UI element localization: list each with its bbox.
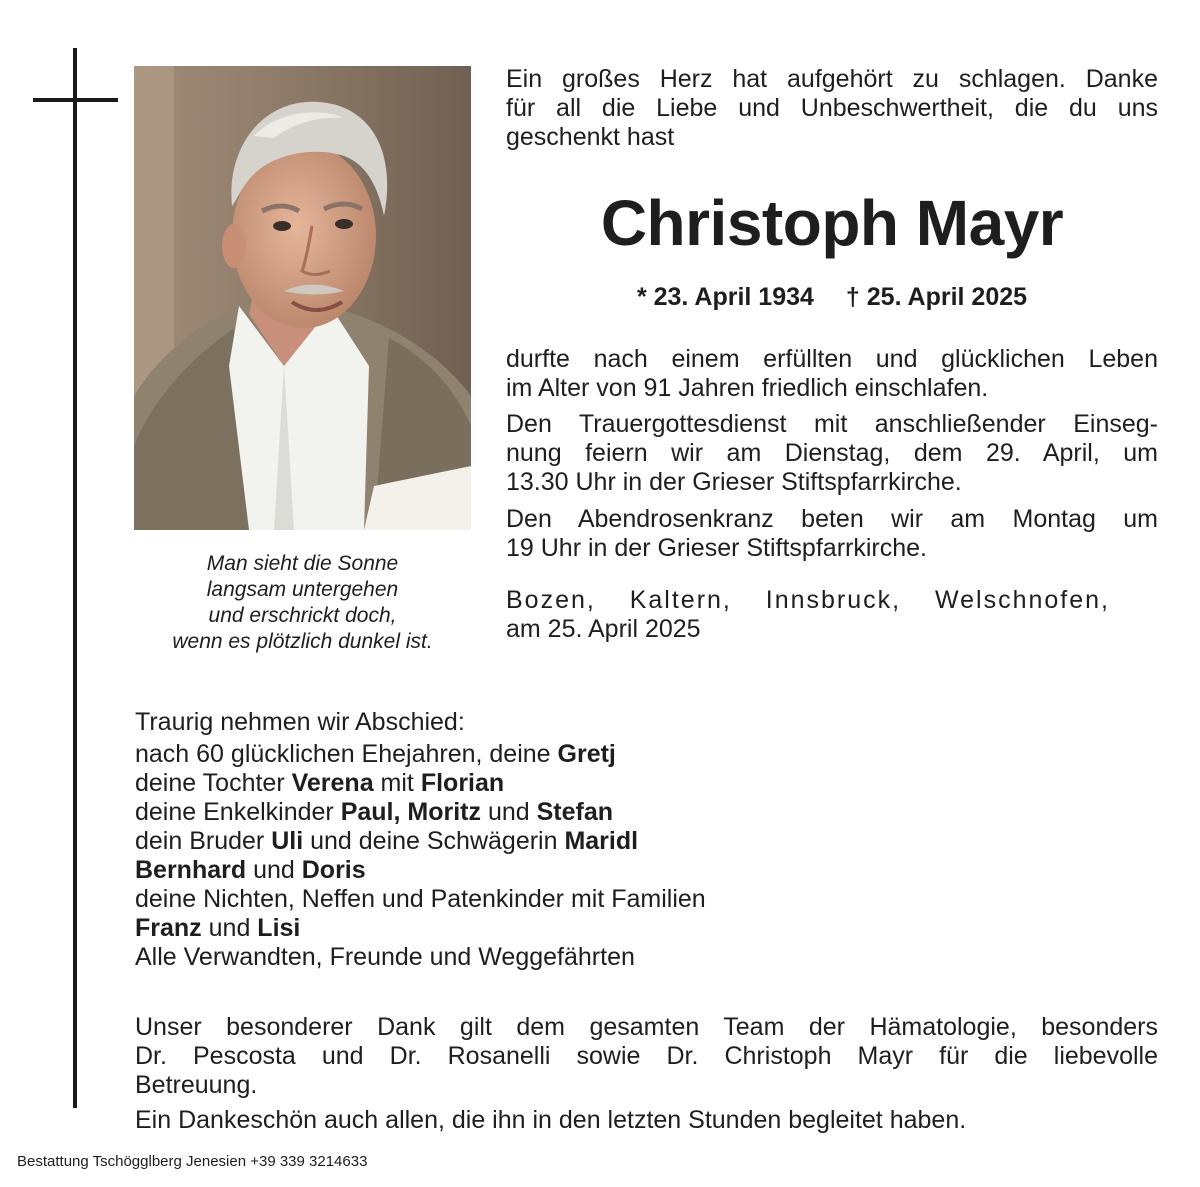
mourner-name: Franz [135, 914, 202, 942]
mourner-name: Paul, Moritz [340, 798, 481, 826]
thanks-line: Dr. Pescosta und Dr. Rosanelli sowie Dr. Christoph Mayr für die liebevolle [135, 1042, 1158, 1070]
funeral-home-credit: Bestattung Tschögglberg Jenesien +39 339 3214633 [17, 1153, 368, 1170]
portrait-illustration [134, 66, 471, 530]
mourner-line [135, 798, 706, 827]
mourner-name: Florian [420, 769, 505, 797]
mourner-text: und [201, 914, 258, 942]
passing-text [506, 345, 1158, 403]
passing-line: im Alter von 91 Jahren friedlich einschlafen. [506, 374, 989, 402]
mourner-text: Alle Verwandten, Freunde und Weggefährten [135, 943, 635, 971]
thanks-line: Betreuung. [135, 1071, 258, 1099]
service-line: 13.30 Uhr in der Grieser Stiftspfarrkirche. [506, 468, 962, 496]
quote-line: wenn es plötzlich dunkel ist. [172, 630, 433, 653]
mourner-name: Uli [271, 827, 304, 855]
deceased-name: Christoph Mayr [600, 187, 1064, 259]
mourner-line [135, 827, 706, 856]
rosary-text [506, 505, 1158, 563]
cross-icon-horizontal [33, 98, 118, 102]
mourner-line [135, 885, 706, 914]
mourner-name: Lisi [257, 914, 301, 942]
service-line: nung feiern wir am Dienstag, dem 29. April, um [506, 439, 1158, 467]
mourner-text: nach 60 glücklichen Ehejahren, deine [135, 740, 558, 768]
mourner-text: mit [373, 769, 421, 797]
mourner-line [135, 914, 706, 943]
date-line: am 25. April 2025 [506, 615, 701, 643]
mourner-line [135, 943, 706, 972]
rosary-line: 19 Uhr in der Grieser Stiftspfarrkirche. [506, 534, 927, 562]
mourner-name: Doris [301, 856, 366, 884]
mourner-text: und [246, 856, 302, 884]
mourner-text: deine Nichten, Neffen und Patenkinder mit Familien [135, 885, 706, 913]
place-and-date [506, 586, 1110, 644]
mourner-text: und deine Schwägerin [303, 827, 565, 855]
thanks-closing: Ein Dankeschön auch allen, die ihn in den letzten Stunden begleitet haben. [135, 1106, 967, 1134]
mourner-name: Stefan [536, 798, 614, 826]
mourner-line [135, 740, 706, 769]
mourner-name: Maridl [564, 827, 639, 855]
intro-line: Ein großes Herz hat aufgehört zu schlagen. Danke [506, 65, 1158, 93]
mourner-text: deine Enkelkinder [135, 798, 341, 826]
places-line: Bozen, Kaltern, Innsbruck, Welschnofen, [506, 586, 1110, 614]
funeral-service-text [506, 410, 1158, 497]
mourner-text: und [481, 798, 537, 826]
mourner-line [135, 856, 706, 885]
mourner-text: dein Bruder [135, 827, 272, 855]
mourner-text: deine Tochter [135, 769, 292, 797]
passing-line: durfte nach einem erfüllten und glücklichen Leben [506, 345, 1158, 373]
cross-icon-vertical [73, 48, 77, 1108]
birth-date: * 23. April 1934 [636, 283, 814, 311]
thanks-line: Unser besonderer Dank gilt dem gesamten Team der Hämatologie, besonders [135, 1013, 1158, 1041]
quote-line: Man sieht die Sonne [206, 552, 399, 575]
intro-text [506, 65, 1158, 152]
intro-line: geschenkt hast [506, 123, 675, 151]
quote-line: und erschrickt doch, [208, 604, 397, 627]
mourner-line [135, 769, 706, 798]
death-date: † 25. April 2025 [845, 283, 1028, 311]
mourner-name: Bernhard [135, 856, 247, 884]
rosary-line: Den Abendrosenkranz beten wir am Montag um [506, 505, 1158, 533]
mourners-lead: Traurig nehmen wir Abschied: [135, 708, 465, 736]
thanks-text [135, 1013, 1158, 1135]
service-line: Den Trauergottesdienst mit anschließender Einseg- [506, 410, 1158, 438]
mourner-name: Verena [291, 769, 374, 797]
mourners-list [135, 708, 706, 972]
portrait-photo [134, 66, 471, 530]
life-dates [506, 281, 1158, 313]
intro-line: für all die Liebe und Unbeschwertheit, die du uns [506, 94, 1158, 122]
memorial-quote [134, 551, 471, 655]
quote-line: langsam untergehen [206, 578, 399, 601]
mourner-name: Gretj [557, 740, 616, 768]
